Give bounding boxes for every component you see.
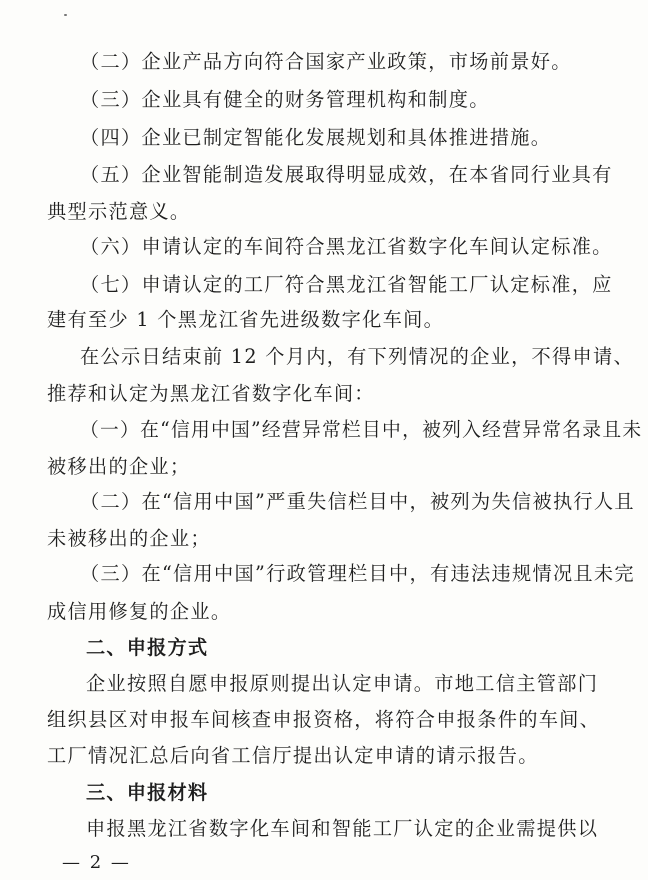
paragraph-line: （三）企业具有健全的财务管理机构和制度。 <box>80 88 490 111</box>
paragraph-line: （二）在“信用中国”严重失信栏目中，被列为失信被执行人且 <box>80 490 635 513</box>
paragraph-line: （一）在“信用中国”经营异常栏目中，被列入经营异常名录且未 <box>80 418 643 441</box>
paragraph-line: 推荐和认定为黑龙江省数字化车间： <box>47 382 375 405</box>
paragraph-line: （四）企业已制定智能化发展规划和具体推进措施。 <box>80 126 552 149</box>
paragraph-line: 企业按照自愿申报原则提出认定申请。市地工信主管部门 <box>86 672 599 695</box>
paragraph-line: （二）企业产品方向符合国家产业政策，市场前景好。 <box>80 50 572 73</box>
paragraph-line: （三）在“信用中国”行政管理栏目中，有违法违规情况且未完 <box>80 562 635 585</box>
paragraph-line: 未被移出的企业； <box>47 527 211 550</box>
paragraph-line: 组织县区对申报车间核查申报资格，将符合申报条件的车间、 <box>47 708 601 731</box>
paragraph-line: 被移出的企业； <box>47 455 191 478</box>
paragraph-line: 建有至少 1 个黑龙江省先进级数字化车间。 <box>47 308 445 331</box>
paragraph-line: （七）申请认定的工厂符合黑龙江省智能工厂认定标准，应 <box>80 273 613 296</box>
paragraph-line: 典型示范意义。 <box>47 200 191 223</box>
section-heading: 三、申报材料 <box>86 781 209 804</box>
paragraph-line: （五）企业智能制造发展取得明显成效，在本省同行业具有 <box>80 163 613 186</box>
paragraph-line: 工厂情况汇总后向省工信厅提出认定申请的请示报告。 <box>47 744 539 767</box>
paragraph-line: 在公示日结束前 12 个月内，有下列情况的企业，不得申请、 <box>80 345 634 368</box>
section-heading: 二、申报方式 <box>86 636 209 659</box>
scan-speck <box>64 14 67 16</box>
paragraph-line: 申报黑龙江省数字化车间和智能工厂认定的企业需提供以 <box>86 817 599 840</box>
page-number: — 2 — <box>62 852 131 873</box>
paragraph-line: 成信用修复的企业。 <box>47 600 232 623</box>
paragraph-line: （六）申请认定的车间符合黑龙江省数字化车间认定标准。 <box>80 235 613 258</box>
